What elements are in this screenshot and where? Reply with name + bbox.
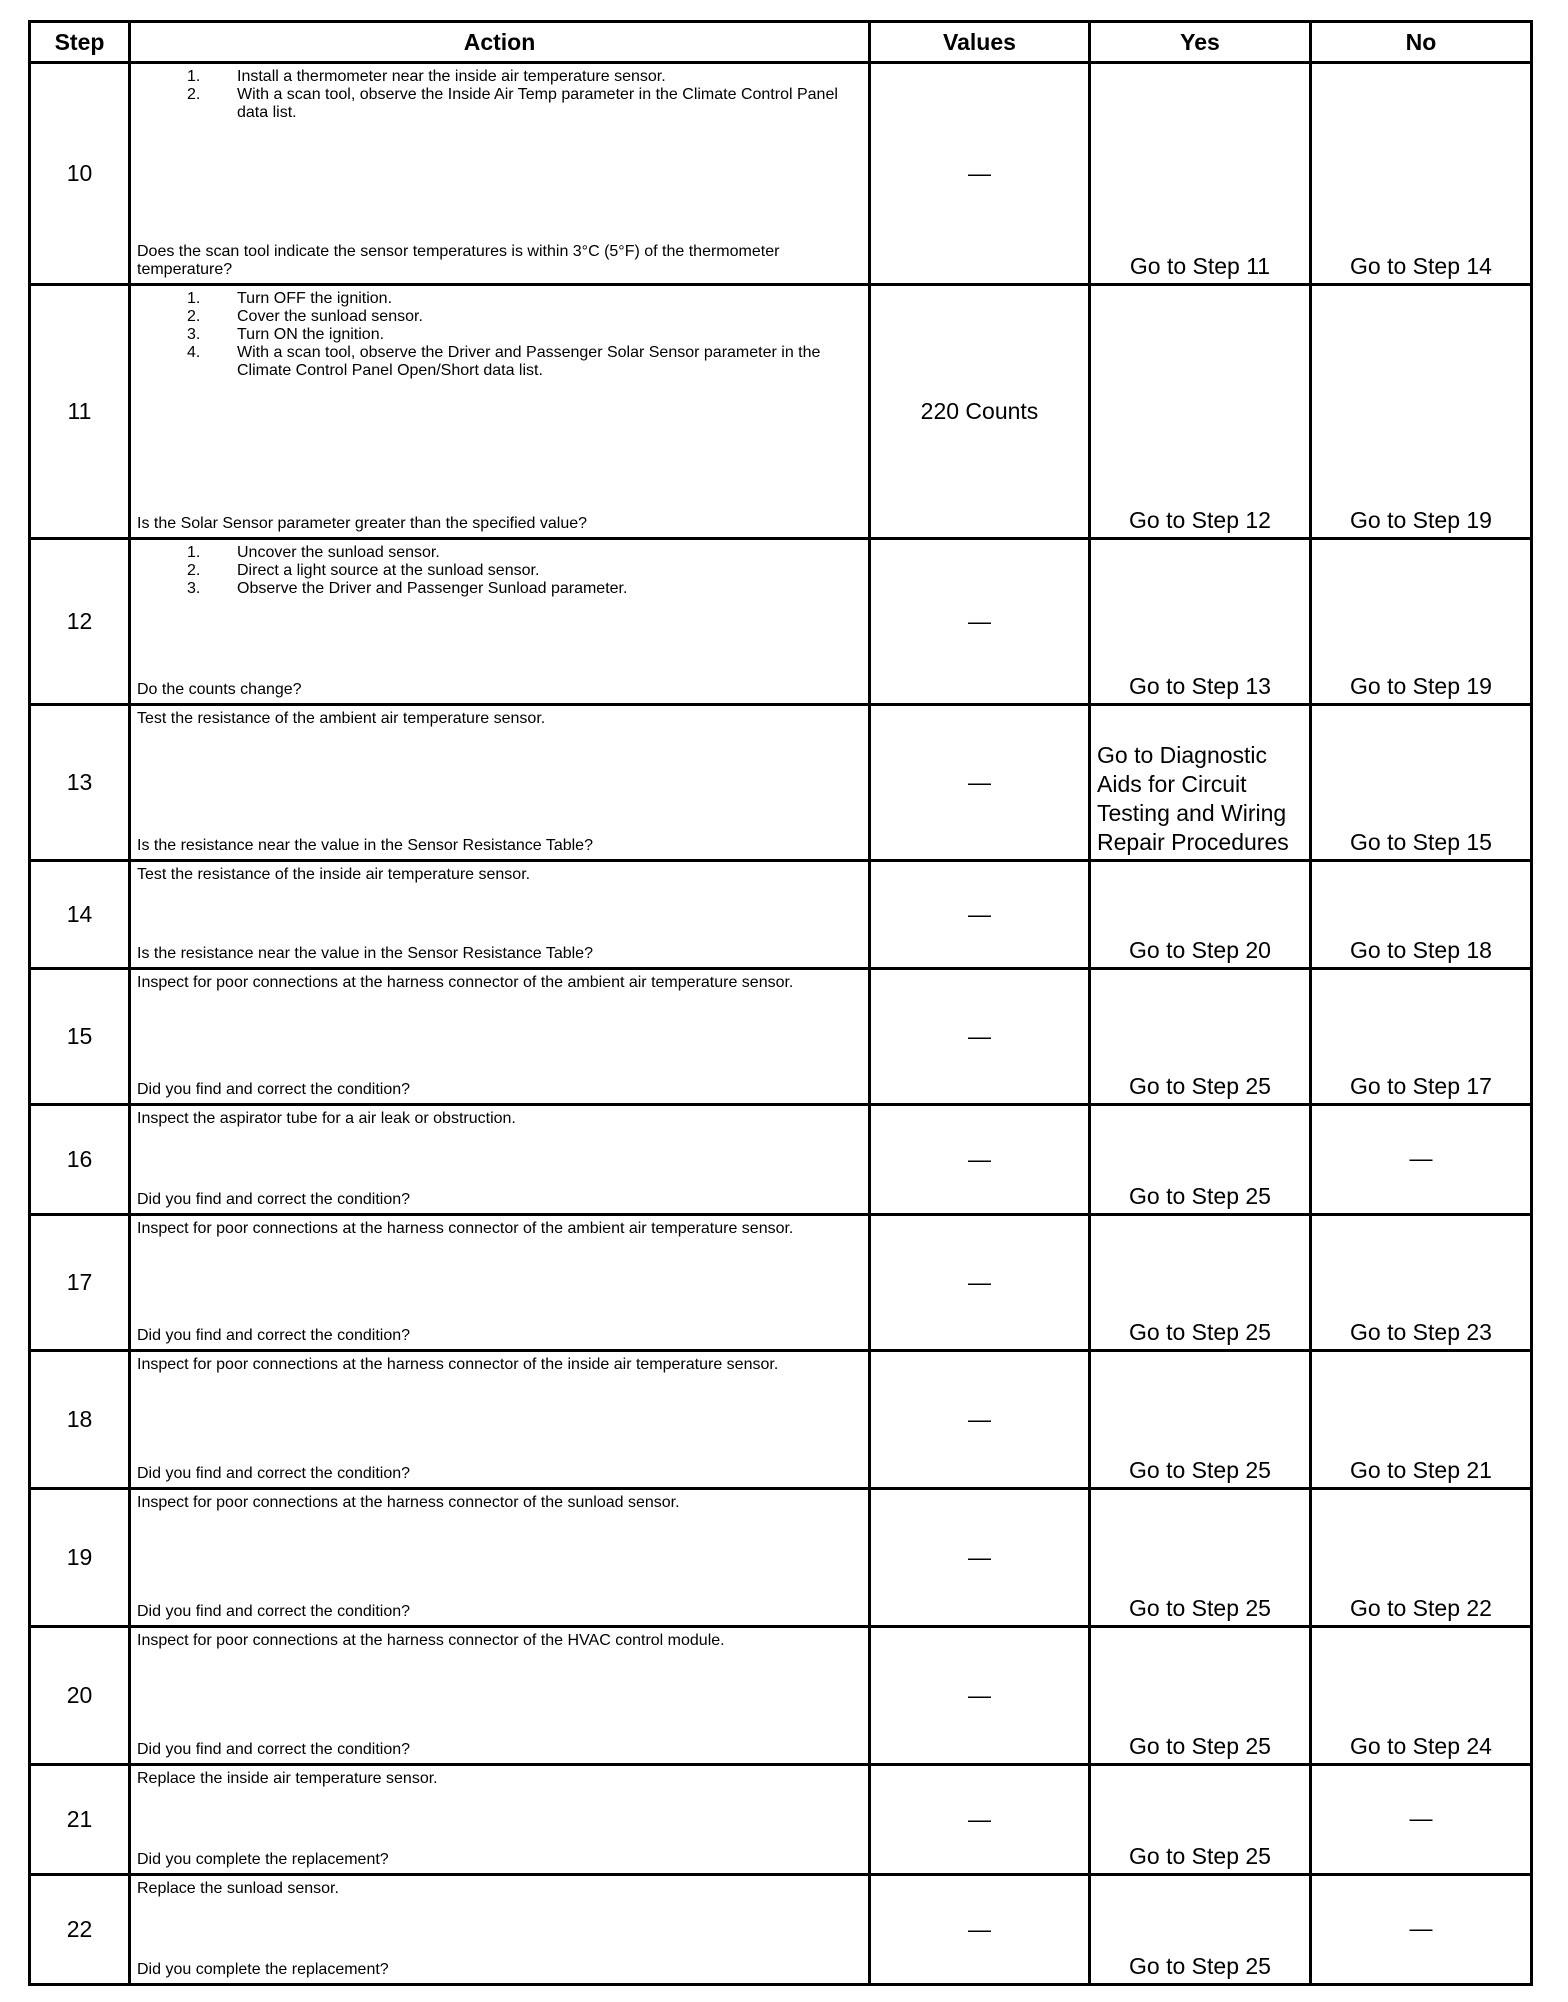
- action-steps-list: [137, 68, 862, 122]
- action-cell: [130, 63, 870, 285]
- table-row: [30, 1627, 1532, 1765]
- action-question: Did you find and correct the condition?: [137, 1465, 411, 1482]
- step-number: 15: [30, 969, 130, 1105]
- no-cell: Go to Step 21: [1311, 1351, 1532, 1489]
- action-question: Did you find and correct the condition?: [137, 1081, 411, 1098]
- action-text: Inspect for poor connections at the harness connector of the sunload sensor.: [137, 1494, 680, 1511]
- action-cell: [130, 1627, 870, 1765]
- no-cell: Go to Step 18: [1311, 861, 1532, 969]
- action-text: Test the resistance of the inside air temperature sensor.: [137, 866, 531, 883]
- value-cell: —: [870, 861, 1090, 969]
- action-question: Did you find and correct the condition?: [137, 1741, 411, 1758]
- action-text: Replace the sunload sensor.: [137, 1880, 339, 1897]
- yes-cell: Go to Step 25: [1090, 1875, 1311, 1985]
- action-question: Did you complete the replacement?: [137, 1961, 389, 1978]
- action-step-item: Turn ON the ignition.: [237, 326, 385, 343]
- table-row: [30, 1489, 1532, 1627]
- header-action: Action: [130, 22, 870, 63]
- table-row: [30, 1765, 1532, 1875]
- action-text: Inspect for poor connections at the harness connector of the inside air temperature sensor.: [137, 1356, 779, 1373]
- header-no: No: [1311, 22, 1532, 63]
- value-cell: —: [870, 1351, 1090, 1489]
- action-question: Is the resistance near the value in the Sensor Resistance Table?: [137, 945, 593, 962]
- value-cell: —: [870, 1215, 1090, 1351]
- action-cell: [130, 1489, 870, 1627]
- action-text: Inspect for poor connections at the harness connector of the ambient air temperature sensor.: [137, 1220, 794, 1237]
- value-cell: —: [870, 705, 1090, 861]
- action-cell: [130, 861, 870, 969]
- action-question: Does the scan tool indicate the sensor temperatures is within 3°C (5°F) of the thermometer temperature?: [137, 243, 780, 278]
- diagnostic-table: [28, 20, 1533, 1986]
- no-cell: Go to Step 15: [1311, 705, 1532, 861]
- no-cell: —: [1311, 1765, 1532, 1875]
- no-cell: —: [1311, 1875, 1532, 1985]
- action-cell: [130, 1765, 870, 1875]
- action-cell: [130, 539, 870, 705]
- step-number: 17: [30, 1215, 130, 1351]
- no-cell: Go to Step 19: [1311, 285, 1532, 539]
- action-step-item: With a scan tool, observe the Inside Air Temp parameter in the Climate Control Panel data list.: [237, 86, 838, 121]
- yes-cell: Go to Step 25: [1090, 1351, 1311, 1489]
- value-cell: —: [870, 1765, 1090, 1875]
- action-step-item: With a scan tool, observe the Driver and Passenger Solar Sensor parameter in the Climate Control Panel Open/Short data list.: [237, 344, 821, 379]
- action-text: Replace the inside air temperature sensor.: [137, 1770, 438, 1787]
- header-values: Values: [870, 22, 1090, 63]
- table-row: [30, 1215, 1532, 1351]
- header-step: Step: [30, 22, 130, 63]
- table-row: [30, 1875, 1532, 1985]
- action-text: Inspect for poor connections at the harness connector of the HVAC control module.: [137, 1632, 725, 1649]
- action-text: Inspect for poor connections at the harness connector of the ambient air temperature sensor.: [137, 974, 794, 991]
- action-cell: [130, 969, 870, 1105]
- step-number: 21: [30, 1765, 130, 1875]
- table-row: [30, 285, 1532, 539]
- step-number: 20: [30, 1627, 130, 1765]
- action-steps-list: [137, 544, 862, 598]
- yes-cell: Go to Step 20: [1090, 861, 1311, 969]
- no-cell: Go to Step 14: [1311, 63, 1532, 285]
- yes-cell: Go to Step 11: [1090, 63, 1311, 285]
- table-row: [30, 861, 1532, 969]
- no-cell: —: [1311, 1105, 1532, 1215]
- action-question: Do the counts change?: [137, 681, 302, 698]
- step-number: 19: [30, 1489, 130, 1627]
- table-row: [30, 705, 1532, 861]
- yes-cell: Go to Step 25: [1090, 1105, 1311, 1215]
- step-number: 14: [30, 861, 130, 969]
- action-cell: [130, 1875, 870, 1985]
- value-cell: —: [870, 539, 1090, 705]
- no-cell: Go to Step 19: [1311, 539, 1532, 705]
- action-question: Is the Solar Sensor parameter greater than the specified value?: [137, 515, 588, 532]
- value-cell: —: [870, 1489, 1090, 1627]
- action-step-item: Cover the sunload sensor.: [237, 308, 423, 325]
- yes-cell: Go to Step 13: [1090, 539, 1311, 705]
- value-cell: —: [870, 1105, 1090, 1215]
- action-cell: [130, 1215, 870, 1351]
- action-question: Did you find and correct the condition?: [137, 1327, 411, 1344]
- value-cell: —: [870, 63, 1090, 285]
- step-number: 12: [30, 539, 130, 705]
- no-cell: Go to Step 22: [1311, 1489, 1532, 1627]
- action-step-item: Observe the Driver and Passenger Sunload parameter.: [237, 580, 628, 597]
- action-step-item: Turn OFF the ignition.: [237, 290, 393, 307]
- table-row: [30, 539, 1532, 705]
- table-row: [30, 1351, 1532, 1489]
- value-cell: 220 Counts: [870, 285, 1090, 539]
- no-cell: Go to Step 24: [1311, 1627, 1532, 1765]
- yes-cell: Go to Step 12: [1090, 285, 1311, 539]
- action-step-item: Direct a light source at the sunload sensor.: [237, 562, 540, 579]
- action-steps-list: [137, 290, 862, 380]
- yes-cell: Go to Step 25: [1090, 1489, 1311, 1627]
- action-step-item: Uncover the sunload sensor.: [237, 544, 440, 561]
- yes-cell: Go to Step 25: [1090, 1765, 1311, 1875]
- action-step-item: Install a thermometer near the inside air temperature sensor.: [237, 68, 666, 85]
- table-row: [30, 1105, 1532, 1215]
- value-cell: —: [870, 1875, 1090, 1985]
- action-question: Did you find and correct the condition?: [137, 1191, 411, 1208]
- no-cell: Go to Step 23: [1311, 1215, 1532, 1351]
- step-number: 18: [30, 1351, 130, 1489]
- no-cell: Go to Step 17: [1311, 969, 1532, 1105]
- step-number: 11: [30, 285, 130, 539]
- yes-cell: Go to Step 25: [1090, 969, 1311, 1105]
- action-cell: [130, 285, 870, 539]
- header-yes: Yes: [1090, 22, 1311, 63]
- action-question: Is the resistance near the value in the Sensor Resistance Table?: [137, 837, 593, 854]
- step-number: 22: [30, 1875, 130, 1985]
- action-question: Did you find and correct the condition?: [137, 1603, 411, 1620]
- yes-cell: Go to Step 25: [1090, 1215, 1311, 1351]
- header-row: [30, 22, 1532, 63]
- yes-cell: Go to Diagnostic Aids for Circuit Testing and Wiring Repair Procedures: [1090, 705, 1311, 861]
- action-cell: [130, 1351, 870, 1489]
- yes-cell: Go to Step 25: [1090, 1627, 1311, 1765]
- table-row: [30, 969, 1532, 1105]
- step-number: 10: [30, 63, 130, 285]
- value-cell: —: [870, 1627, 1090, 1765]
- action-question: Did you complete the replacement?: [137, 1851, 389, 1868]
- value-cell: —: [870, 969, 1090, 1105]
- action-text: Test the resistance of the ambient air temperature sensor.: [137, 710, 546, 727]
- action-text: Inspect the aspirator tube for a air leak or obstruction.: [137, 1110, 516, 1127]
- table-row: [30, 63, 1532, 285]
- action-cell: [130, 705, 870, 861]
- step-number: 16: [30, 1105, 130, 1215]
- action-cell: [130, 1105, 870, 1215]
- step-number: 13: [30, 705, 130, 861]
